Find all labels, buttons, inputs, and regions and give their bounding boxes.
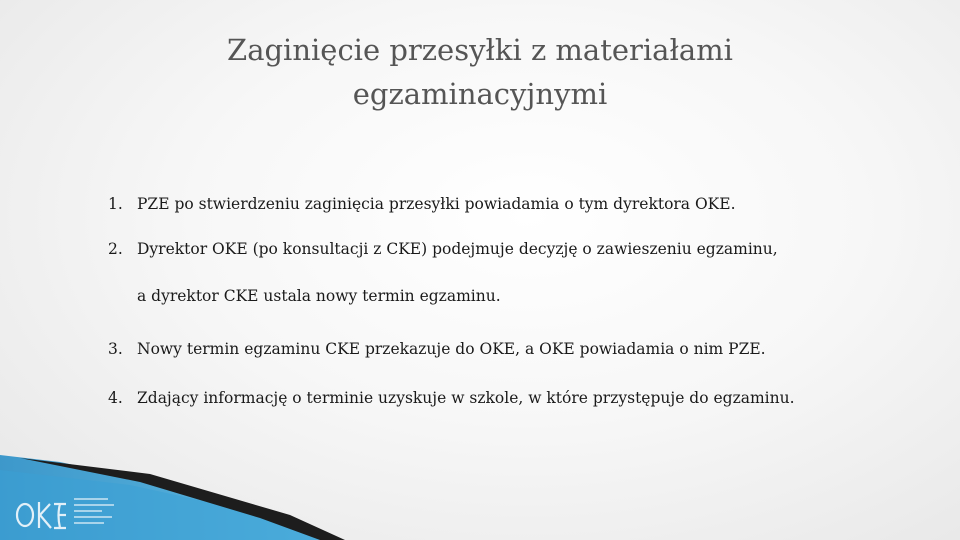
item-text: Nowy termin egzaminu CKE przekazuje do OKE, a OKE powiadamia o nim PZE. — [137, 340, 766, 358]
item-text: PZE po stwierdzeniu zaginięcia przesyłki powiadamia o tym dyrektora OKE. — [137, 195, 736, 213]
item-text: Zdający informację o terminie uzyskuje w szkole, w które przystępuje do egzaminu. — [137, 389, 795, 407]
slide-title: Zaginięcie przesyłki z materiałami egzaminacyjnymi — [227, 33, 733, 111]
item-text: Dyrektor OKE (po konsultacji z CKE) podejmuje decyzję o zawieszeniu egzaminu, — [137, 240, 778, 258]
oke-logo — [14, 492, 124, 536]
item-number: 4. — [108, 389, 123, 407]
item-number: 3. — [108, 340, 123, 358]
item-number: 1. — [108, 195, 123, 213]
item-number: 2. — [108, 240, 123, 258]
item-continuation: a dyrektor CKE ustala nowy termin egzaminu. — [137, 287, 501, 305]
